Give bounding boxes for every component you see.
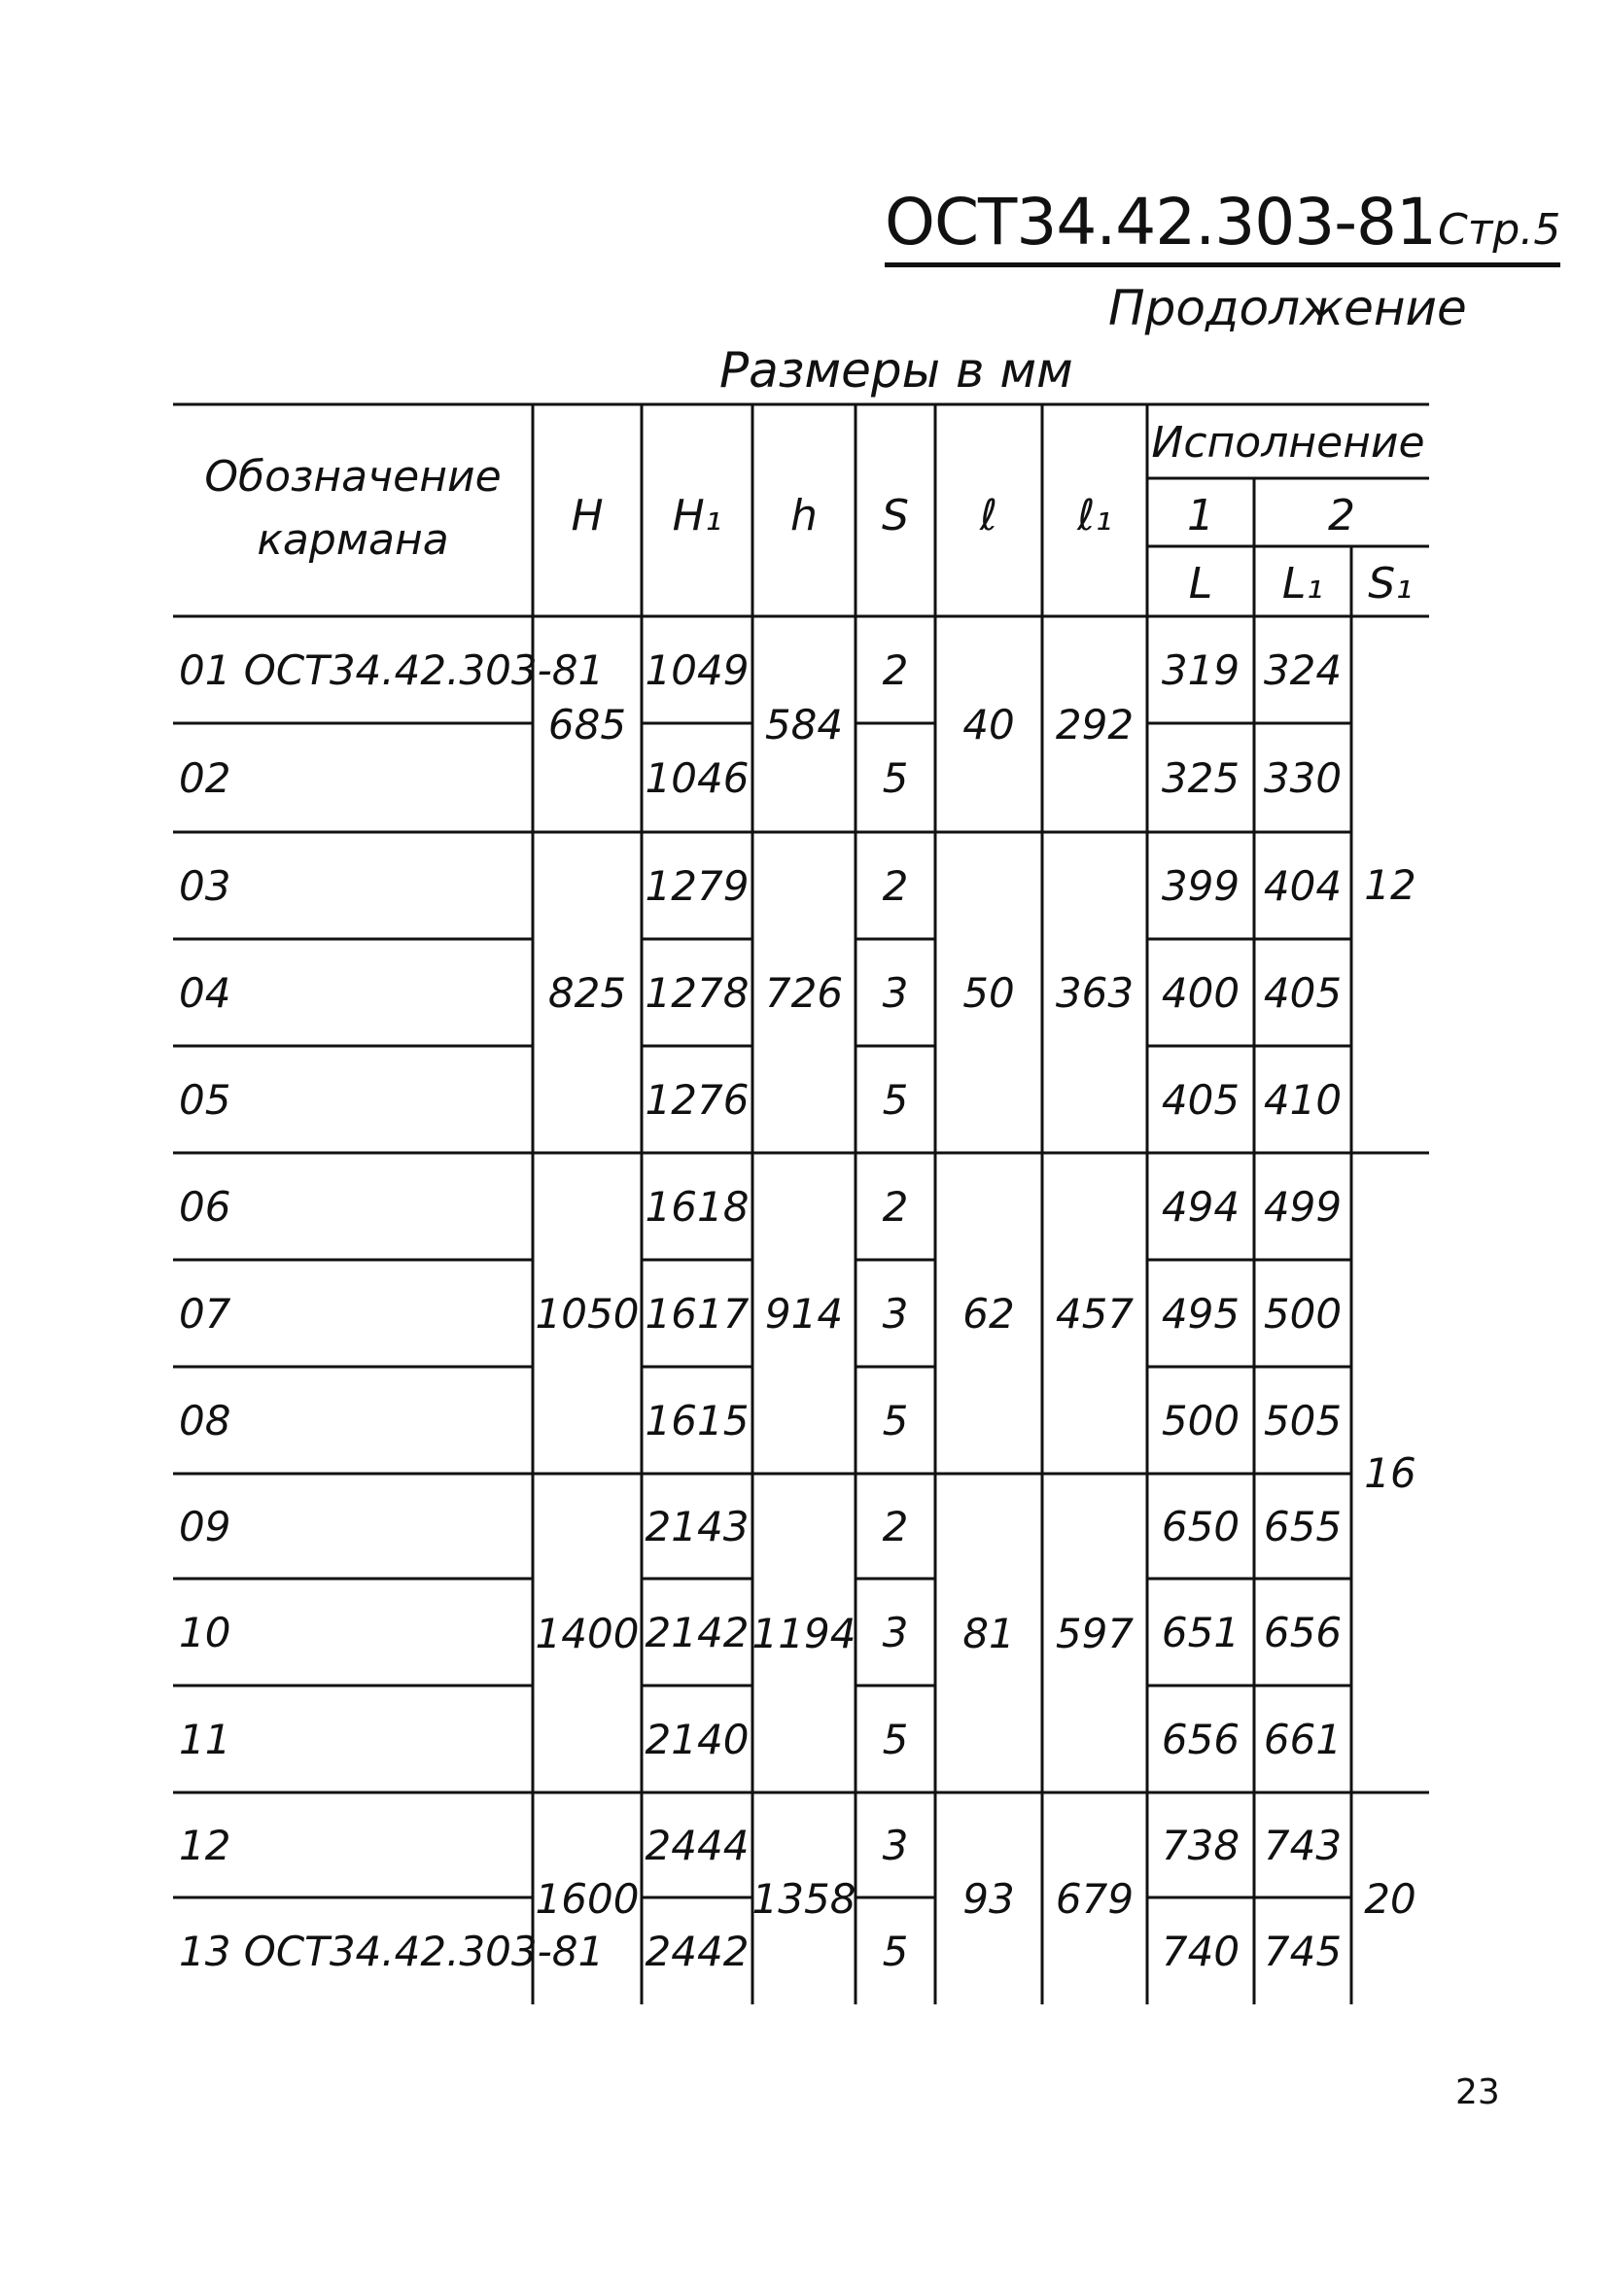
cell-H1: 1618 <box>645 1183 750 1231</box>
cell-l: 40 <box>962 701 1015 748</box>
cell-h: 1358 <box>751 1875 856 1923</box>
cell-H1: 2142 <box>645 1609 750 1656</box>
cell-L: 399 <box>1161 862 1240 910</box>
cell-L: 495 <box>1161 1290 1240 1338</box>
cell-L1: 330 <box>1263 754 1343 802</box>
row-designation: 07 <box>179 1290 231 1338</box>
cell-L1: 661 <box>1263 1716 1343 1763</box>
header-H1: H₁ <box>672 491 722 540</box>
cell-l: 62 <box>962 1290 1015 1338</box>
header-execution: Исполнение <box>1151 418 1425 468</box>
cell-H1: 1617 <box>645 1290 750 1338</box>
cell-H: 1050 <box>535 1290 640 1338</box>
cell-S: 3 <box>882 1609 909 1656</box>
cell-S1: 12 <box>1364 861 1416 909</box>
cell-L1: 500 <box>1263 1290 1343 1338</box>
header-S: S <box>882 491 909 540</box>
cell-h: 584 <box>764 701 844 748</box>
cell-h: 914 <box>764 1290 844 1338</box>
cell-S: 3 <box>882 969 909 1017</box>
cell-H1: 1046 <box>645 754 750 802</box>
header-L1: L₁ <box>1281 559 1324 609</box>
cell-h: 1194 <box>751 1610 856 1657</box>
header-S1: S₁ <box>1368 559 1413 609</box>
cell-S: 2 <box>882 862 909 910</box>
header-execution-2: 2 <box>1328 491 1355 540</box>
cell-S: 5 <box>882 1716 909 1763</box>
cell-L1: 656 <box>1263 1609 1343 1656</box>
cell-l1: 363 <box>1055 969 1135 1017</box>
header-h: h <box>790 491 818 540</box>
designation-header: кармана <box>257 515 449 565</box>
cell-l1: 597 <box>1055 1610 1135 1657</box>
cell-L: 500 <box>1161 1397 1240 1444</box>
header-l: ℓ <box>979 491 998 540</box>
cell-S: 3 <box>882 1822 909 1869</box>
header-l1: ℓ₁ <box>1077 491 1112 540</box>
cell-L: 325 <box>1161 754 1240 802</box>
cell-H1: 2140 <box>645 1716 750 1763</box>
cell-S: 2 <box>882 646 909 694</box>
cell-L1: 499 <box>1263 1183 1343 1231</box>
row-designation: 08 <box>179 1397 231 1444</box>
cell-l1: 679 <box>1055 1875 1135 1923</box>
header-L: L <box>1188 559 1213 609</box>
cell-H1: 2442 <box>645 1928 750 1975</box>
cell-L: 650 <box>1161 1503 1240 1550</box>
row-designation: 11 <box>179 1716 231 1763</box>
cell-L1: 404 <box>1263 862 1343 910</box>
cell-L: 656 <box>1161 1716 1240 1763</box>
row-designation: 13 ОСТ34.42.303-81 <box>179 1928 605 1975</box>
cell-l: 50 <box>962 969 1015 1017</box>
row-designation: 01 ОСТ34.42.303-81 <box>179 646 605 694</box>
cell-H1: 1278 <box>645 969 750 1017</box>
cell-L1: 410 <box>1263 1076 1343 1124</box>
designation-header: Обозначение <box>204 452 502 502</box>
row-designation: 03 <box>179 862 231 910</box>
cell-L: 494 <box>1161 1183 1240 1231</box>
cell-S: 2 <box>882 1503 909 1550</box>
cell-H: 825 <box>547 969 627 1017</box>
cell-L: 319 <box>1161 646 1240 694</box>
page-number: 23 <box>1455 2072 1500 2112</box>
cell-H: 685 <box>547 701 627 748</box>
row-designation: 04 <box>179 969 231 1017</box>
cell-L1: 405 <box>1263 969 1343 1017</box>
table-grid <box>173 404 1429 2004</box>
row-designation: 05 <box>179 1076 231 1124</box>
cell-H1: 1279 <box>645 862 750 910</box>
units-label: Размеры в мм <box>719 342 1073 399</box>
cell-l: 93 <box>962 1875 1015 1923</box>
cell-L1: 505 <box>1263 1397 1343 1444</box>
row-designation: 09 <box>179 1503 231 1550</box>
cell-L1: 324 <box>1263 646 1343 694</box>
cell-H1: 2143 <box>645 1503 750 1550</box>
cell-L: 740 <box>1161 1928 1240 1975</box>
cell-S1: 20 <box>1364 1875 1416 1923</box>
cell-L1: 655 <box>1263 1503 1343 1550</box>
continuation-label: Продолжение <box>1108 280 1467 336</box>
cell-H1: 1276 <box>645 1076 750 1124</box>
table-body <box>179 646 1416 1975</box>
row-designation: 02 <box>179 754 231 802</box>
cell-H1: 1615 <box>645 1397 750 1444</box>
cell-H1: 1049 <box>645 646 750 694</box>
cell-S: 5 <box>882 1928 909 1975</box>
cell-S: 2 <box>882 1183 909 1231</box>
cell-L: 651 <box>1161 1609 1240 1656</box>
header-H: H <box>571 491 604 540</box>
header-execution-1: 1 <box>1187 491 1214 540</box>
cell-S: 5 <box>882 1076 909 1124</box>
cell-L: 400 <box>1161 969 1240 1017</box>
row-designation: 12 <box>179 1822 231 1869</box>
cell-L1: 745 <box>1263 1928 1343 1975</box>
cell-S: 3 <box>882 1290 909 1338</box>
table-header <box>204 418 1424 609</box>
cell-L: 405 <box>1161 1076 1240 1124</box>
cell-H: 1400 <box>535 1610 640 1657</box>
standard-code: ОСТ34.42.303-81 <box>885 185 1437 260</box>
row-designation: 06 <box>179 1183 231 1231</box>
cell-h: 726 <box>764 969 844 1017</box>
page-label: Стр.5 <box>1438 205 1561 255</box>
cell-L1: 743 <box>1263 1822 1343 1869</box>
cell-S: 5 <box>882 1397 909 1444</box>
cell-H1: 2444 <box>645 1822 750 1869</box>
cell-S: 5 <box>882 754 909 802</box>
row-designation: 10 <box>179 1609 231 1656</box>
cell-l1: 292 <box>1055 701 1135 748</box>
cell-S1: 16 <box>1364 1449 1416 1497</box>
cell-H: 1600 <box>535 1875 640 1923</box>
cell-L: 738 <box>1161 1822 1240 1869</box>
cell-l: 81 <box>962 1610 1015 1657</box>
cell-l1: 457 <box>1055 1290 1135 1338</box>
